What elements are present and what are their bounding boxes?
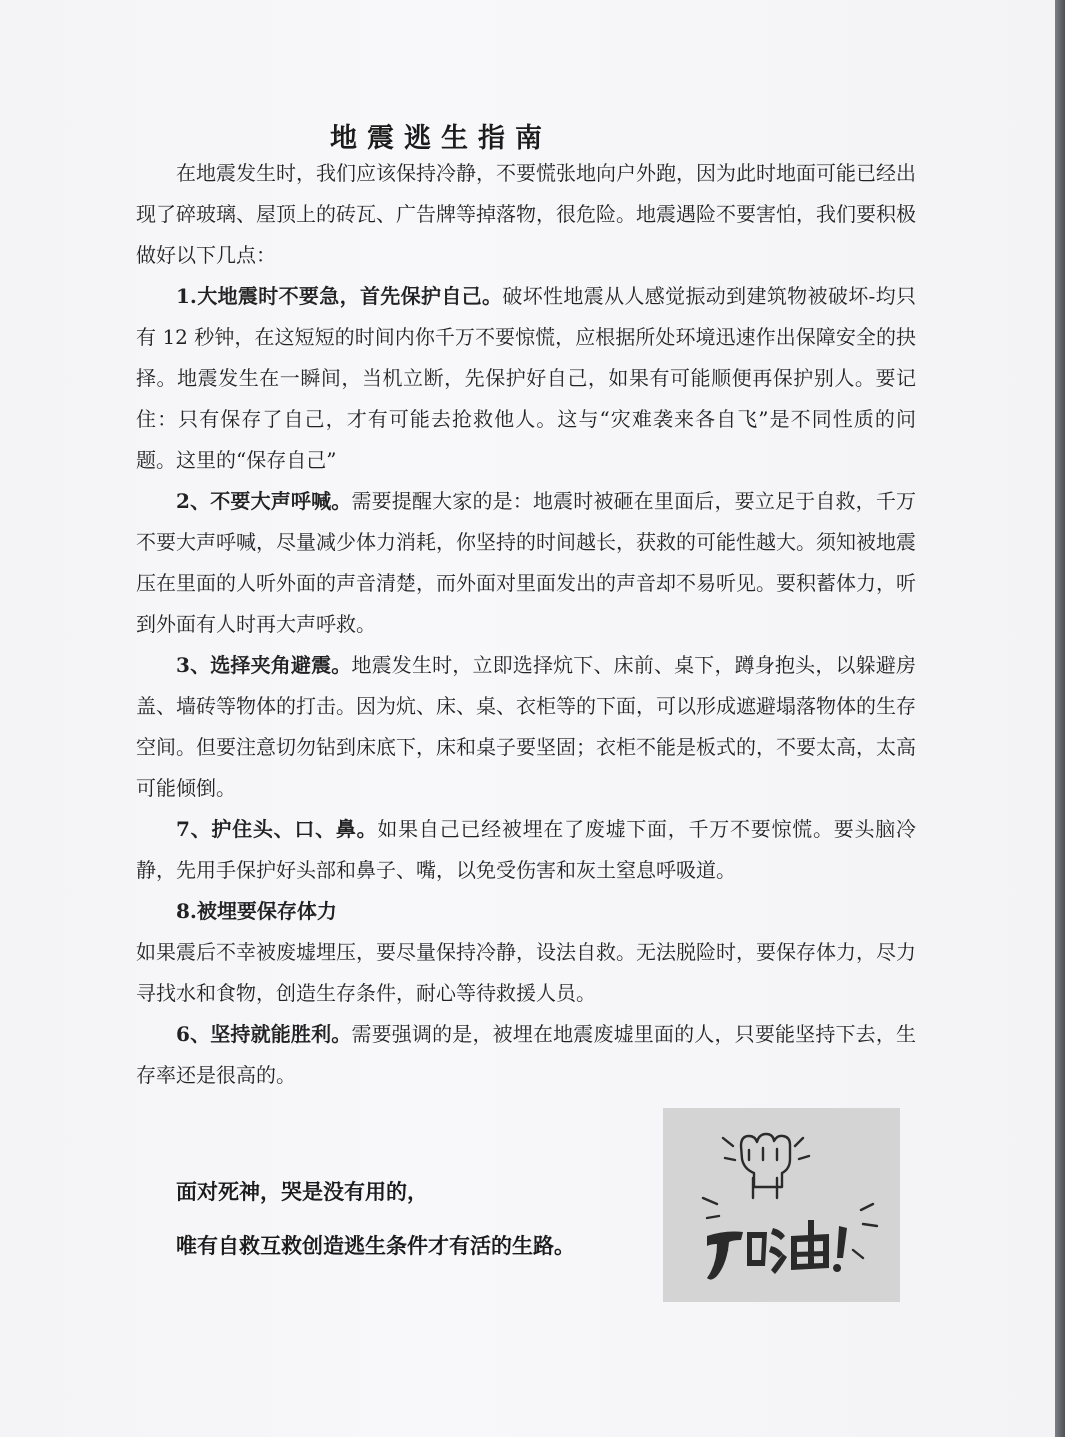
section-body: 破坏性地震从人感觉振动到建筑物被破坏-均只有 12 秒钟，在这短短的时间内你千万不要惊慌，应根据所处环境迅速作出保障安全的抉择。地震发生在一瞬间，当机立断，先保护好自己，如果有可能顺便再保护别人。要记住：只有保存了自己，才有可能去抢救他人。这与“灾难袭来各自飞”是不同性质的问题。这里的“保存自己” [136, 284, 916, 472]
section-heading: 2、不要大声呼喊。 [176, 489, 352, 513]
section-body: 需要提醒大家的是：地震时被砸在里面后，要立足于自救，千万不要大声呼喊，尽量减少体力消耗，你坚持的时间越长，获救的可能性越大。须知被地震压在里面的人听外面的声音清楚，而外面对里面发出的声音却不易听见。要积蓄体力，听到外面有人时再大声呼救。 [136, 489, 916, 636]
document-title: 地震逃生指南 [330, 123, 552, 154]
section-heading: 6、坚持就能胜利。 [176, 1022, 352, 1046]
section-1 [136, 276, 916, 481]
slogan-line-2: 唯有自救互救创造逃生条件才有活的生路。 [176, 1234, 575, 1258]
slogan [176, 1165, 575, 1273]
section-body: 如果自己已经被埋在了废墟下面，千万不要惊慌。要头脑冷静，先用手保护好头部和鼻子、嘴，以免受伤害和灰土窒息呼吸道。 [136, 817, 917, 882]
cheer-badge [663, 1108, 900, 1302]
section-body: 地震发生时，立即选择炕下、床前、桌下，蹲身抱头，以躲避房盖、墙砖等物体的打击。因为炕、床、桌、衣柜等的下面，可以形成遮避塌落物体的生存空间。但要注意切勿钻到床底下，床和桌子要坚固；衣柜不能是板式的，不要太高，太高可能倾倒。 [136, 653, 916, 800]
section-6 [136, 1014, 916, 1096]
section-2 [136, 481, 916, 645]
document-body [136, 153, 916, 1096]
section-3 [136, 645, 916, 809]
raised-fist-icon [663, 1108, 900, 1302]
intro-paragraph: 在地震发生时，我们应该保持冷静，不要慌张地向户外跑，因为此时地面可能已经出现了碎玻璃、屋顶上的砖瓦、广告牌等掉落物，很危险。地震遇险不要害怕，我们要积极做好以下几点： [136, 161, 916, 267]
section-8-body: 如果震后不幸被废墟埋压，要尽量保持冷静，设法自救。无法脱险时，要保存体力，尽力寻找水和食物，创造生存条件，耐心等待救援人员。 [136, 940, 916, 1005]
section-heading: 3、选择夹角避震。 [176, 653, 352, 677]
section-7 [136, 809, 916, 891]
section-body: 需要强调的是，被埋在地震废墟里面的人，只要能坚持下去，生存率还是很高的。 [136, 1022, 916, 1087]
section-8-heading: 8.被埋要保存体力 [176, 899, 337, 923]
slogan-line-1: 面对死神，哭是没有用的， [176, 1180, 428, 1204]
section-heading: 7、护住头、口、鼻。 [176, 817, 378, 841]
desk-edge [1055, 0, 1065, 1437]
section-heading: 1.大地震时不要急，首先保护自己。 [176, 284, 503, 308]
